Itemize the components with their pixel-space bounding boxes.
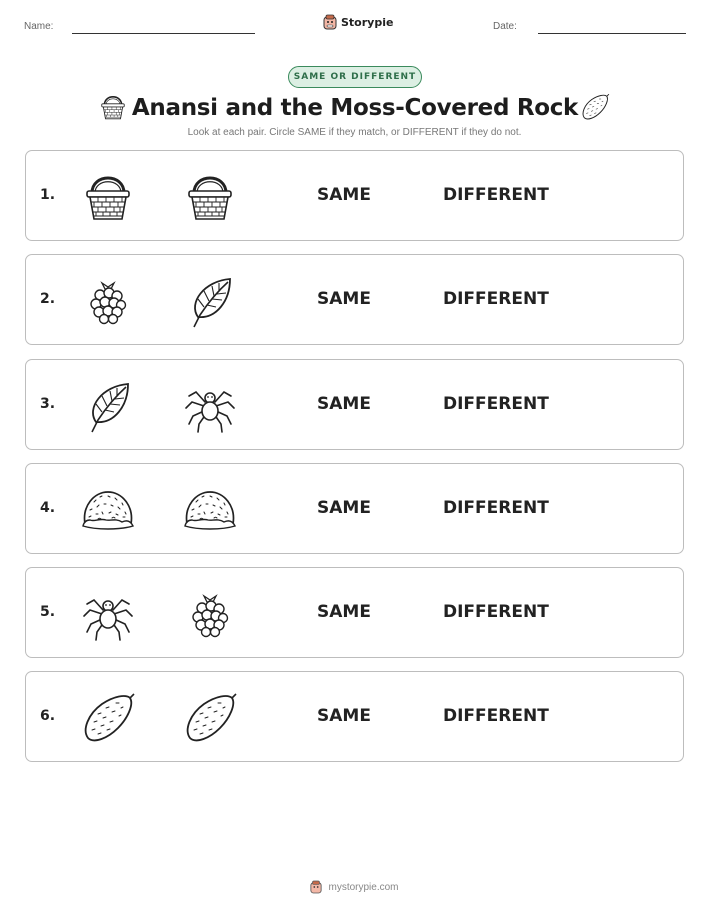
exercise-card xyxy=(25,671,684,762)
footer xyxy=(0,880,709,894)
raspberry-icon xyxy=(80,273,136,329)
same-option[interactable]: SAME xyxy=(317,394,371,414)
basket-icon xyxy=(80,169,136,225)
exercise-card xyxy=(25,567,684,658)
same-option[interactable]: SAME xyxy=(317,602,371,622)
page-title: Anansi and the Moss-Covered Rock xyxy=(131,95,579,121)
same-option[interactable]: SAME xyxy=(317,185,371,205)
footer-url[interactable]: mystorypie.com xyxy=(328,881,399,893)
exercise-card xyxy=(25,359,684,450)
different-option[interactable]: DIFFERENT xyxy=(443,185,549,205)
brand-name: Storypie xyxy=(341,15,394,29)
name-line[interactable] xyxy=(72,33,255,34)
name-label: Name: xyxy=(24,21,54,32)
basket-icon xyxy=(182,169,238,225)
moss-rock-icon xyxy=(182,482,238,538)
leaf-icon xyxy=(80,378,136,434)
brand-logo xyxy=(323,14,393,30)
exercise-card xyxy=(25,254,684,345)
exercise-card xyxy=(25,150,684,241)
date-label: Date: xyxy=(493,21,517,32)
instructions: Look at each pair. Circle SAME if they match, or DIFFERENT if they do not. xyxy=(187,127,522,138)
sweet-potato-icon xyxy=(80,690,136,746)
exercise-number: 1. xyxy=(40,187,56,203)
same-option[interactable]: SAME xyxy=(317,706,371,726)
exercise-number: 5. xyxy=(40,604,56,620)
different-option[interactable]: DIFFERENT xyxy=(443,706,549,726)
exercise-number: 6. xyxy=(40,708,56,724)
different-option[interactable]: DIFFERENT xyxy=(443,289,549,309)
moss-rock-icon xyxy=(80,482,136,538)
title-sweet-potato-icon xyxy=(580,92,610,122)
same-option[interactable]: SAME xyxy=(317,289,371,309)
raspberry-icon xyxy=(182,586,238,642)
exercise-number: 4. xyxy=(40,500,56,516)
activity-tag: SAME OR DIFFERENT xyxy=(288,66,422,88)
different-option[interactable]: DIFFERENT xyxy=(443,498,549,518)
spider-icon xyxy=(80,586,136,642)
date-line[interactable] xyxy=(538,33,686,34)
spider-icon xyxy=(182,378,238,434)
sweet-potato-icon xyxy=(182,690,238,746)
different-option[interactable]: DIFFERENT xyxy=(443,602,549,622)
exercise-number: 2. xyxy=(40,291,56,307)
storypie-mascot-icon xyxy=(323,14,337,30)
same-option[interactable]: SAME xyxy=(317,498,371,518)
leaf-icon xyxy=(182,273,238,329)
storypie-mascot-icon xyxy=(310,880,322,894)
exercise-card xyxy=(25,463,684,554)
exercise-number: 3. xyxy=(40,396,56,412)
different-option[interactable]: DIFFERENT xyxy=(443,394,549,414)
